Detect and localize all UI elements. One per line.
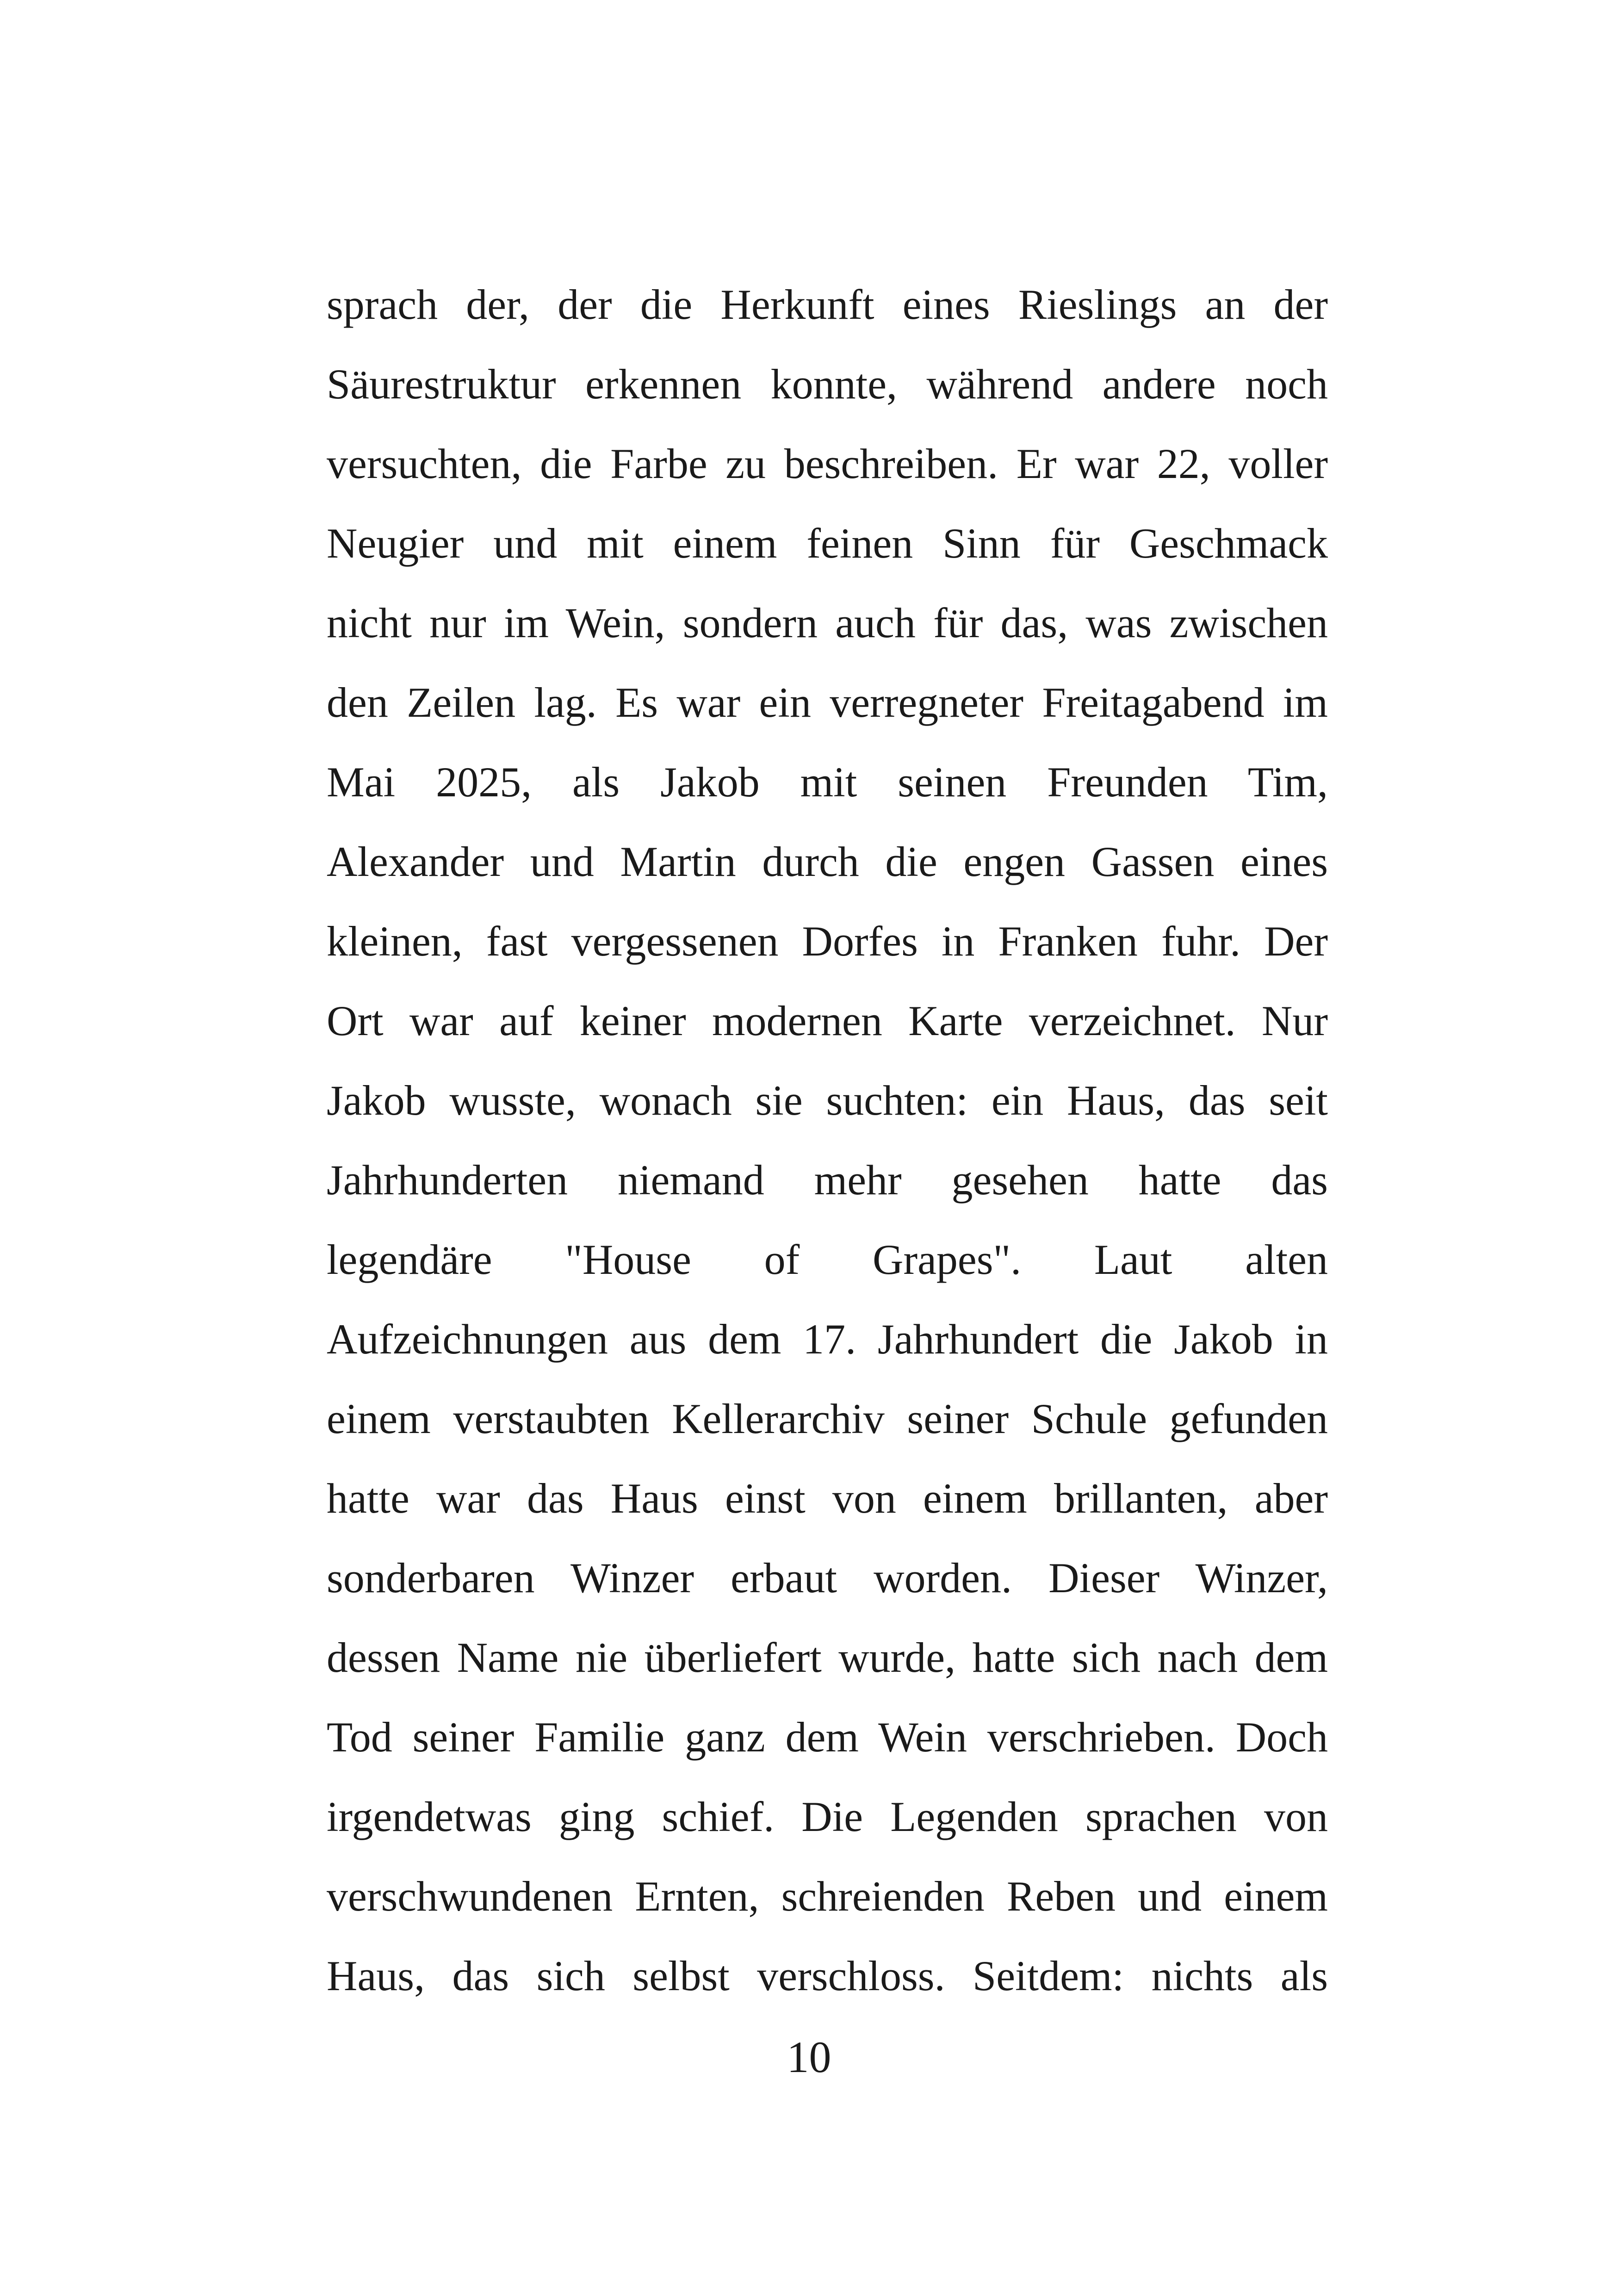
text-line: Jahrhunderten niemand mehr gesehen hatte das bbox=[327, 1156, 1328, 1204]
body-text bbox=[327, 265, 1328, 2016]
text-line: kleinen, fast vergessenen Dorfes in Franken fuhr. Der bbox=[327, 918, 1328, 965]
text-line: Neugier und mit einem feinen Sinn für Geschmack bbox=[327, 520, 1328, 567]
text-line: nicht nur im Wein, sondern auch für das, was zwischen bbox=[327, 599, 1328, 646]
text-line: einem verstaubten Kellerarchiv seiner Schule gefunden bbox=[327, 1395, 1328, 1442]
text-line: Jakob wusste, wonach sie suchten: ein Haus, das seit bbox=[327, 1077, 1328, 1124]
text-line: sonderbaren Winzer erbaut worden. Dieser Winzer, bbox=[327, 1554, 1328, 1601]
text-line: den Zeilen lag. Es war ein verregneter Freitagabend im bbox=[327, 679, 1328, 726]
text-line: Tod seiner Familie ganz dem Wein verschrieben. Doch bbox=[327, 1713, 1328, 1761]
text-line: Säurestruktur erkennen konnte, während andere noch bbox=[327, 360, 1328, 408]
text-line: legendäre "House of Grapes". Laut alten bbox=[327, 1236, 1328, 1283]
text-line: verschwundenen Ernten, schreienden Reben und einem bbox=[327, 1873, 1328, 1920]
text-line: Haus, das sich selbst verschloss. Seitdem: nichts als bbox=[327, 1952, 1328, 1999]
text-line: sprach der, der die Herkunft eines Rieslings an der bbox=[327, 281, 1328, 328]
text-line: Aufzeichnungen aus dem 17. Jahrhundert die Jakob in bbox=[327, 1316, 1328, 1363]
text-line: Ort war auf keiner modernen Karte verzeichnet. Nur bbox=[327, 997, 1328, 1044]
text-line: hatte war das Haus einst von einem brillanten, aber bbox=[327, 1475, 1328, 1522]
text-line: irgendetwas ging schief. Die Legenden sprachen von bbox=[327, 1793, 1328, 1840]
text-line: versuchten, die Farbe zu beschreiben. Er war 22, voller bbox=[327, 440, 1328, 487]
text-line: Mai 2025, als Jakob mit seinen Freunden Tim, bbox=[327, 758, 1328, 806]
text-line: dessen Name nie überliefert wurde, hatte sich nach dem bbox=[327, 1634, 1328, 1681]
page-number: 10 bbox=[787, 2032, 831, 2082]
text-line: Alexander und Martin durch die engen Gassen eines bbox=[327, 838, 1328, 885]
